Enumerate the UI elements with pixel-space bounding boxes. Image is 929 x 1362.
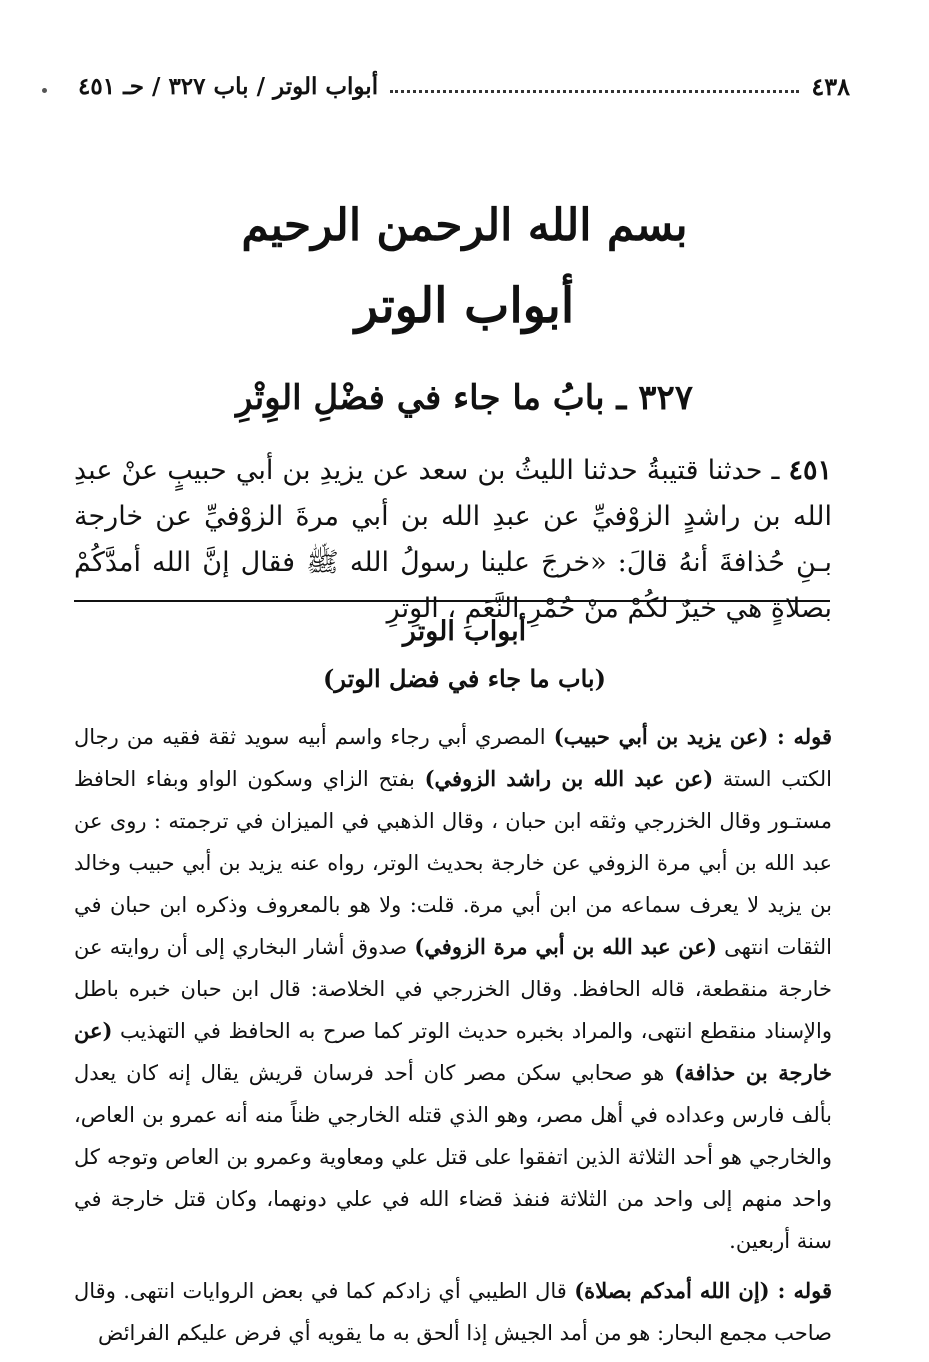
running-header [78, 66, 850, 106]
commentary-lead: قوله : [768, 724, 832, 749]
commentary-text: هو صحابي سكن مصر كان أحد فرسان قريش يقال إنه كان يعدل بألف فارس وعداده في أهل مصر، وهو الذي قتله الخارجي ظناً منه أنه عمرو بن العاص، والخارجي هو أحد الثلاثة الذين اتفقوا على قتل علي ومعاوية وعمرو بن العاص وتوجه كل واحد منهم إلى واحد من الثلاثة فنفذ قضاء الله في علي دونهما، وكان قتل خارجة في سنة أربعين. [74, 1061, 832, 1253]
commentary-text: قال الطيبي أي زادكم كما في بعض الروايات انتهى. وقال صاحب مجمع البحار: هو من أمد الجيش إذا ألحق به ما يقويه أي فرض عليكم الفرائض [74, 1279, 832, 1345]
book-title: أبواب الوتر [354, 278, 575, 334]
footnote-divider [74, 600, 830, 602]
hadith-text-block [74, 448, 832, 632]
scan-speck [42, 88, 47, 93]
commentary-paragraph [74, 716, 832, 1262]
commentary-paragraph [74, 1270, 832, 1354]
basmala: بسم الله الرحمن الرحيم [241, 200, 688, 251]
page-number: ٤٣٨ [811, 71, 850, 101]
hadith-number: ٤٥١ [788, 455, 832, 486]
commentary-text: المصري أبي رجاء واسم أبيه سويد ثقة فقيه من رجال الكتب الستة [74, 725, 832, 791]
quoted-phrase: (إن الله أمدكم بصلاة) [574, 1278, 770, 1303]
hadith-text: ـ حدثنا قتيبةُ حدثنا الليثُ بن سعد عن يزيدِ بن أبي حبيبٍ عنْ عبدِ الله بن راشدٍ الزوْفيِّ عن عبدِ الله بن أبي مرةَ الزوْفيِّ عن خارجة بـنِ حُذافةَ أنهُ قالَ: «خرجَ علينا رسولُ الله ﷺ فقال إنَّ الله أمدَّكُمْ بصلاةٍ هي خيرٌ لكُمْ منْ حُمْرِ النَّعَمِ ، الوِترِ [74, 455, 832, 624]
commentary-heading: أبواب الوتر [402, 616, 527, 647]
quoted-phrase: (عن عبد الله بن أبي مرة الزوفي) [414, 934, 717, 959]
quoted-phrase: (عن يزيد بن أبي حبيب) [553, 724, 769, 749]
commentary-text: صدوق أشار البخاري إلى أن روايته عن خارجة منقطعة، قاله الحافظ. وقال الخزرجي في الخلاصة: قال ابن حبان خبره باطل والإسناد منقطع انتهى، والمراد بخبره حديث الوتر كما صرح به الحافظ في التهذيب [74, 935, 832, 1043]
quoted-phrase: (عن عبد الله بن راشد الزوفي) [424, 766, 714, 791]
commentary-subheading: (باب ما جاء في فضل الوتر) [323, 664, 606, 693]
running-header-title: أبواب الوتر / باب ٣٢٧ / حـ ٤٥١ [78, 72, 379, 100]
commentary-text: بفتح الزاي وسكون الواو وبفاء الحافظ مستـور وقال الخزرجي وثقه ابن حبان ، وقال الذهبي في الميزان في ترجمته : روى عن عبد الله بن أبي مرة الزوفي عن خارجة بحديث الوتر، رواه عنه يزيد بن أبي حبيب وخالد بن يزيد لا يعرف سماعه من ابن أبي مرة. قلت: ولا هو بالمعروف وذكره ابن حبان في الثقات انتهى [74, 767, 832, 959]
chapter-title: ٣٢٧ ـ بابُ ما جاء في فضْلِ الوِتْرِ [235, 378, 694, 418]
commentary-body [74, 716, 832, 1362]
dotted-leader [390, 80, 799, 93]
commentary-lead: قوله : [769, 1278, 832, 1303]
quoted-phrase: (عن خارجة بن حذافة) [74, 1018, 832, 1085]
